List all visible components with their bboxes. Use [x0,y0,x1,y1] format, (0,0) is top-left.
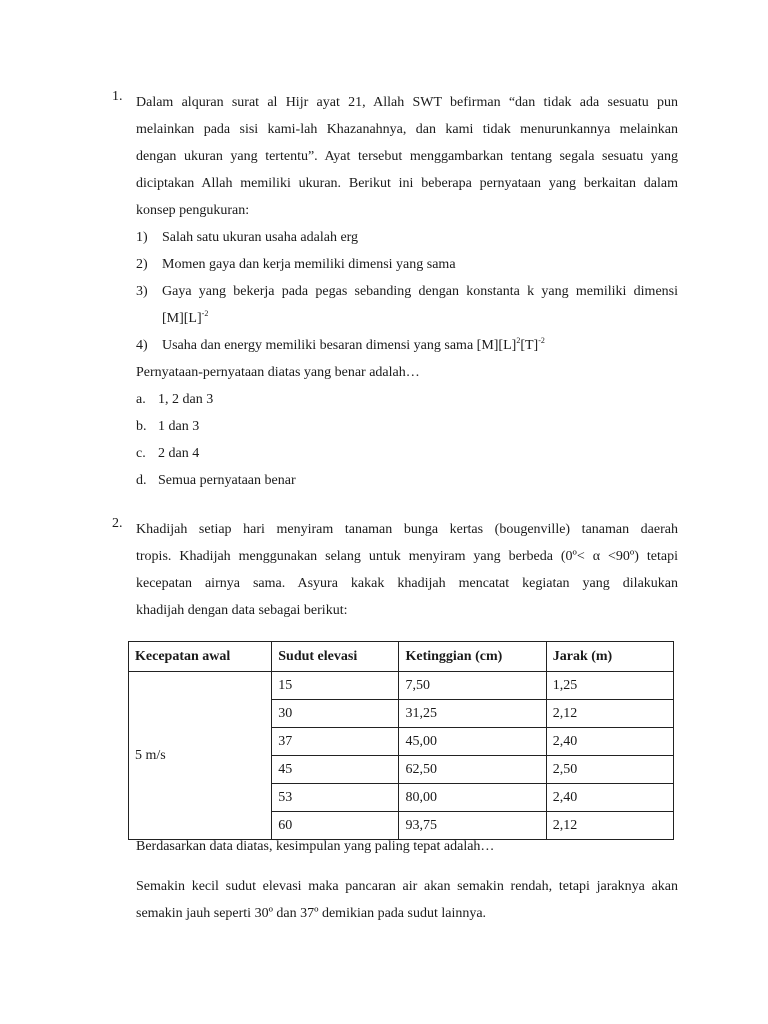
question-1-number: 1. [112,89,123,104]
table-cell: 53 [272,784,399,812]
table-cell: 2,12 [546,700,673,728]
q1-line: melainkan pada sisi kami-lah Khazanahnya, dan kami tidak menurunkannya melainkan [136,122,678,137]
statement-2 [136,251,678,278]
question-1 [112,89,678,494]
q2-line: kecepatan airnya sama. Asyura kakak khadijah mencatat kegiatan yang dilakukan [136,576,678,591]
table-cell: 2,12 [546,812,673,840]
header-cell: Ketinggian (cm) [399,642,546,672]
option-letter: d. [136,473,147,488]
statement-4 [136,332,678,359]
q2-line: Khadijah setiap hari menyiram tanaman bunga kertas (bougenville) tanaman daerah [136,522,678,537]
table-cell: 2,40 [546,728,673,756]
table-cell: 60 [272,812,399,840]
question-2-body [136,516,678,624]
q1-line: Dalam alquran surat al Hijr ayat 21, Allah SWT befirman “dan tidak ada sesuatu pun [136,95,678,110]
statement-3 [136,278,678,332]
table-cell: 1,25 [546,672,673,700]
data-table [128,641,674,840]
statement-text: Momen gaya dan kerja memiliki dimensi yang sama [162,257,456,272]
statement-dimension: [M][L] [162,311,202,326]
q1-line: konsep pengukuran: [136,203,250,218]
option-letter: a. [136,392,146,407]
question-2-number: 2. [112,516,123,531]
table-cell: 45 [272,756,399,784]
option-text: 1 dan 3 [158,419,200,434]
option-letter: b. [136,419,147,434]
statement-exponent: -2 [538,336,545,345]
table-cell: 31,25 [399,700,546,728]
q1-prompt: Pernyataan-pernyataan diatas yang benar adalah… [136,365,420,380]
question-2 [112,516,678,624]
table-cell: 7,50 [399,672,546,700]
statement-exponent: -2 [201,309,209,318]
speed-cell: 5 m/s [129,672,272,840]
statement-text: Gaya yang bekerja pada pegas sebanding dengan konstanta k yang memiliki dimensi [162,284,678,299]
option-a [136,386,678,413]
option-text: Semua pernyataan benar [158,473,296,488]
option-letter: c. [136,446,146,461]
statement-1 [136,224,678,251]
table-cell: 15 [272,672,399,700]
answer-line: Semakin kecil sudut elevasi maka pancaran air akan semakin rendah, tetapi jaraknya akan [136,879,678,894]
table-cell: 2,50 [546,756,673,784]
question-1-body [136,89,678,494]
statement-number: 1) [136,230,148,245]
q2-line: tropis. Khadijah menggunakan selang untuk menyiram yang berbeda (0º< α <90º) tetapi [136,549,678,564]
option-d [136,467,678,494]
spacer [136,860,678,873]
header-cell: Sudut elevasi [272,642,399,672]
option-b [136,413,678,440]
table-cell: 30 [272,700,399,728]
q2-line: khadijah dengan data sebagai berikut: [136,603,348,618]
table-cell: 93,75 [399,812,546,840]
statement-number: 4) [136,338,148,353]
statement-number: 2) [136,257,148,272]
statement-exponent: 2 [516,336,521,345]
header-cell: Jarak (m) [546,642,673,672]
statement-text: Usaha dan energy memiliki besaran dimensi yang sama [M][L] [162,338,517,353]
q2-prompt: Berdasarkan data diatas, kesimpulan yang paling tepat adalah… [136,839,495,854]
answer-line: semakin jauh seperti 30º dan 37º demikian pada sudut lainnya. [136,906,487,921]
q1-line: diciptakan Allah memiliki ukuran. Berikut ini beberapa pernyataan yang berkaitan dalam [136,176,678,191]
table-header-row [129,642,674,672]
header-cell: Kecepatan awal [129,642,272,672]
statement-text: [T] [520,338,539,353]
table-cell: 45,00 [399,728,546,756]
option-text: 1, 2 dan 3 [158,392,214,407]
question-2-conclusion [136,833,678,927]
table-cell: 2,40 [546,784,673,812]
q1-line: dengan ukuran yang tertentu”. Ayat tersebut menggambarkan tentang segala sesuatu yang [136,149,678,164]
option-c [136,440,678,467]
table-row [129,672,674,700]
table-cell: 62,50 [399,756,546,784]
statement-text: Salah satu ukuran usaha adalah erg [162,230,359,245]
table-cell: 37 [272,728,399,756]
table-cell: 80,00 [399,784,546,812]
statement-number: 3) [136,284,148,299]
option-text: 2 dan 4 [158,446,200,461]
